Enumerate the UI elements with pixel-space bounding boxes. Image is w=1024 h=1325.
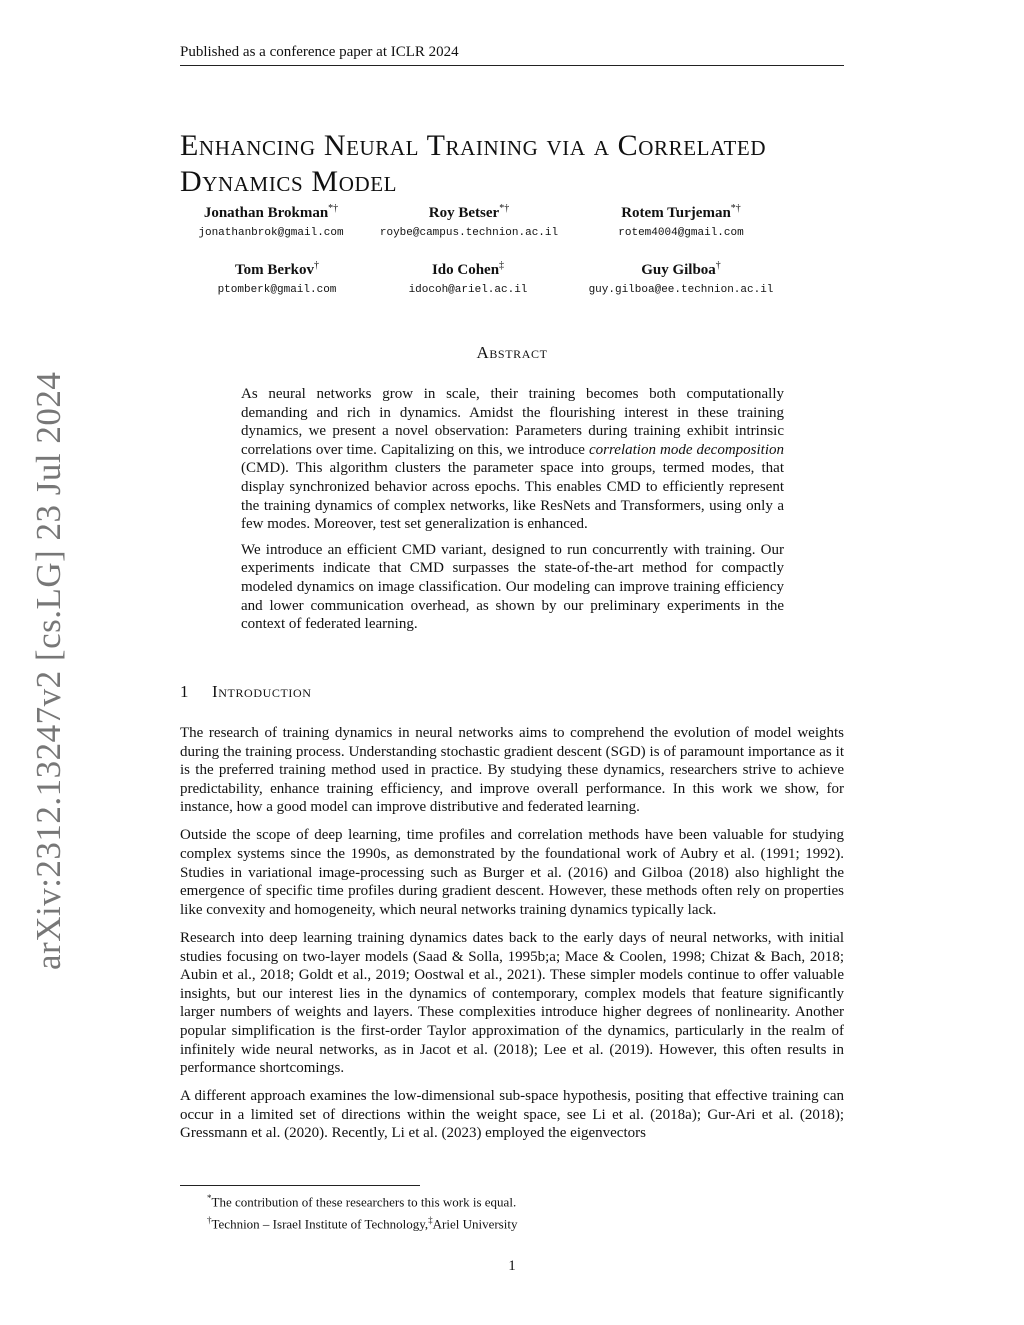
author-email[interactable]: roybe@campus.technion.ac.il	[379, 227, 559, 239]
author-name: Roy Betser*†	[428, 203, 510, 221]
author-name: Jonathan Brokman*†	[203, 203, 339, 221]
author-name: Tom Berkov†	[234, 260, 320, 278]
body-paragraph: A different approach examines the low-dimensional sub-space hypothesis, positing that effective training can occur in a limited set of directions within the weight space, see Li et al. (2018a); Gur-Ari et al. (2018); Gressmann et al. (2020). Recently, Li et al. (2023) employed the eigenvectors	[180, 1088, 844, 1142]
author-name: Rotem Turjeman*†	[621, 203, 741, 221]
abstract-body	[241, 385, 784, 641]
section-body	[180, 724, 844, 1152]
paper-title: Enhancing Neural Training via a Correlated Dynamics Model	[180, 129, 767, 198]
author-email[interactable]: guy.gilboa@ee.technion.ac.il	[588, 284, 774, 296]
author-email[interactable]: ptomberk@gmail.com	[217, 284, 337, 296]
author-block	[349, 200, 589, 239]
body-paragraph: Research into deep learning training dynamics dates back to the early days of neural networks, with initial studies focusing on two-layer models (Saad & Solla, 1995b;a; Mace & Coolen, 1998; Chizat & Bach, 2018; Aubin et al., 2018; Goldt et al., 2019; Oostwal et al., 2021). These simpler models continue to offer valuable insights, but our interest lies in the dynamics of contemporary, complex models that feature significantly larger numbers of weights and layers. These complexities introduce higher degrees of nonlinearity. Another popular simplification is the first-order Taylor approximation of the dynamics, particularly in the realm of infinitely wide neural networks, as in Jacot et al. (2018); Lee et al. (2019). However, this often results in performance shortcomings.	[180, 929, 844, 1077]
abstract-emphasis: correlation mode decomposition	[589, 441, 784, 458]
author-name: Ido Cohen‡	[431, 260, 505, 278]
footnote-rule	[180, 1185, 420, 1186]
author-block	[561, 200, 801, 239]
abstract-heading: Abstract	[476, 343, 548, 362]
body-paragraph: The research of training dynamics in neural networks aims to comprehend the evolution of model weights during the training process. Understanding stochastic gradient descent (SGD) is of paramount importance as it is the preferred training method used in practice. By studying these dynamics, researchers strive to achieve predictability, enhance training efficiency, and improve overall performance. In this work we show, for instance, how a good model can improve distributive and federated learning.	[180, 725, 844, 816]
page-number: 1	[508, 1258, 516, 1274]
author-name: Guy Gilboa†	[641, 260, 721, 278]
running-header: Published as a conference paper at ICLR 2024	[180, 44, 844, 66]
author-email[interactable]: rotem4004@gmail.com	[618, 227, 744, 239]
arxiv-watermark: arXiv:2312.13247v2 [cs.LG] 23 Jul 2024	[29, 371, 68, 970]
author-email[interactable]: idocoh@ariel.ac.il	[408, 284, 528, 296]
footnotes	[180, 1189, 844, 1234]
section-number: 1	[180, 682, 190, 701]
author-block	[348, 257, 588, 296]
section-title: Introduction	[212, 682, 312, 701]
author-block	[561, 257, 801, 296]
abstract-paragraph: As neural networks grow in scale, their training becomes both computationally demanding and rich in dynamics. Amidst the flourishing interest in these training dynamics, we present a novel observation: Parameters during training exhibit intrinsic correlations over time. Capitalizing on this, we introduce correlation mode decomposition (CMD). This algorithm clusters the parameter space into groups, termed modes, that display synchronized behavior across epochs. This enables CMD to efficiently represent the training dynamics of complex networks, like ResNets and Transformers, using only a few modes. Moreover, test set generalization is enhanced.	[241, 386, 784, 533]
footnote: *The contribution of these researchers to this work is equal.	[207, 1193, 517, 1210]
author-email[interactable]: jonathanbrok@gmail.com	[198, 227, 344, 239]
abstract-paragraph: We introduce an efficient CMD variant, designed to run concurrently with training. Our experiments indicate that CMD surpasses the state-of-the-art method for compactly modeled dynamics on image classification. Our modeling can improve training efficiency and lower communication overhead, as shown by our preliminary experiments in the context of federated learning.	[241, 541, 784, 633]
section-heading	[180, 682, 312, 702]
footnote: †Technion – Israel Institute of Technology,‡Ariel University	[207, 1215, 518, 1232]
body-paragraph: Outside the scope of deep learning, time profiles and correlation methods have been valuable for studying complex systems since the 1990s, as demonstrated by the foundational work of Aubry et al. (1991; 1992). Studies in variational image-processing such as Burger et al. (2016) and Gilboa (2018) also highlight the emergence of specific time profiles during gradient descent. However, these methods often rely on properties like convexity and homogeneity, which neural networks training dynamics typically lack.	[180, 827, 844, 918]
